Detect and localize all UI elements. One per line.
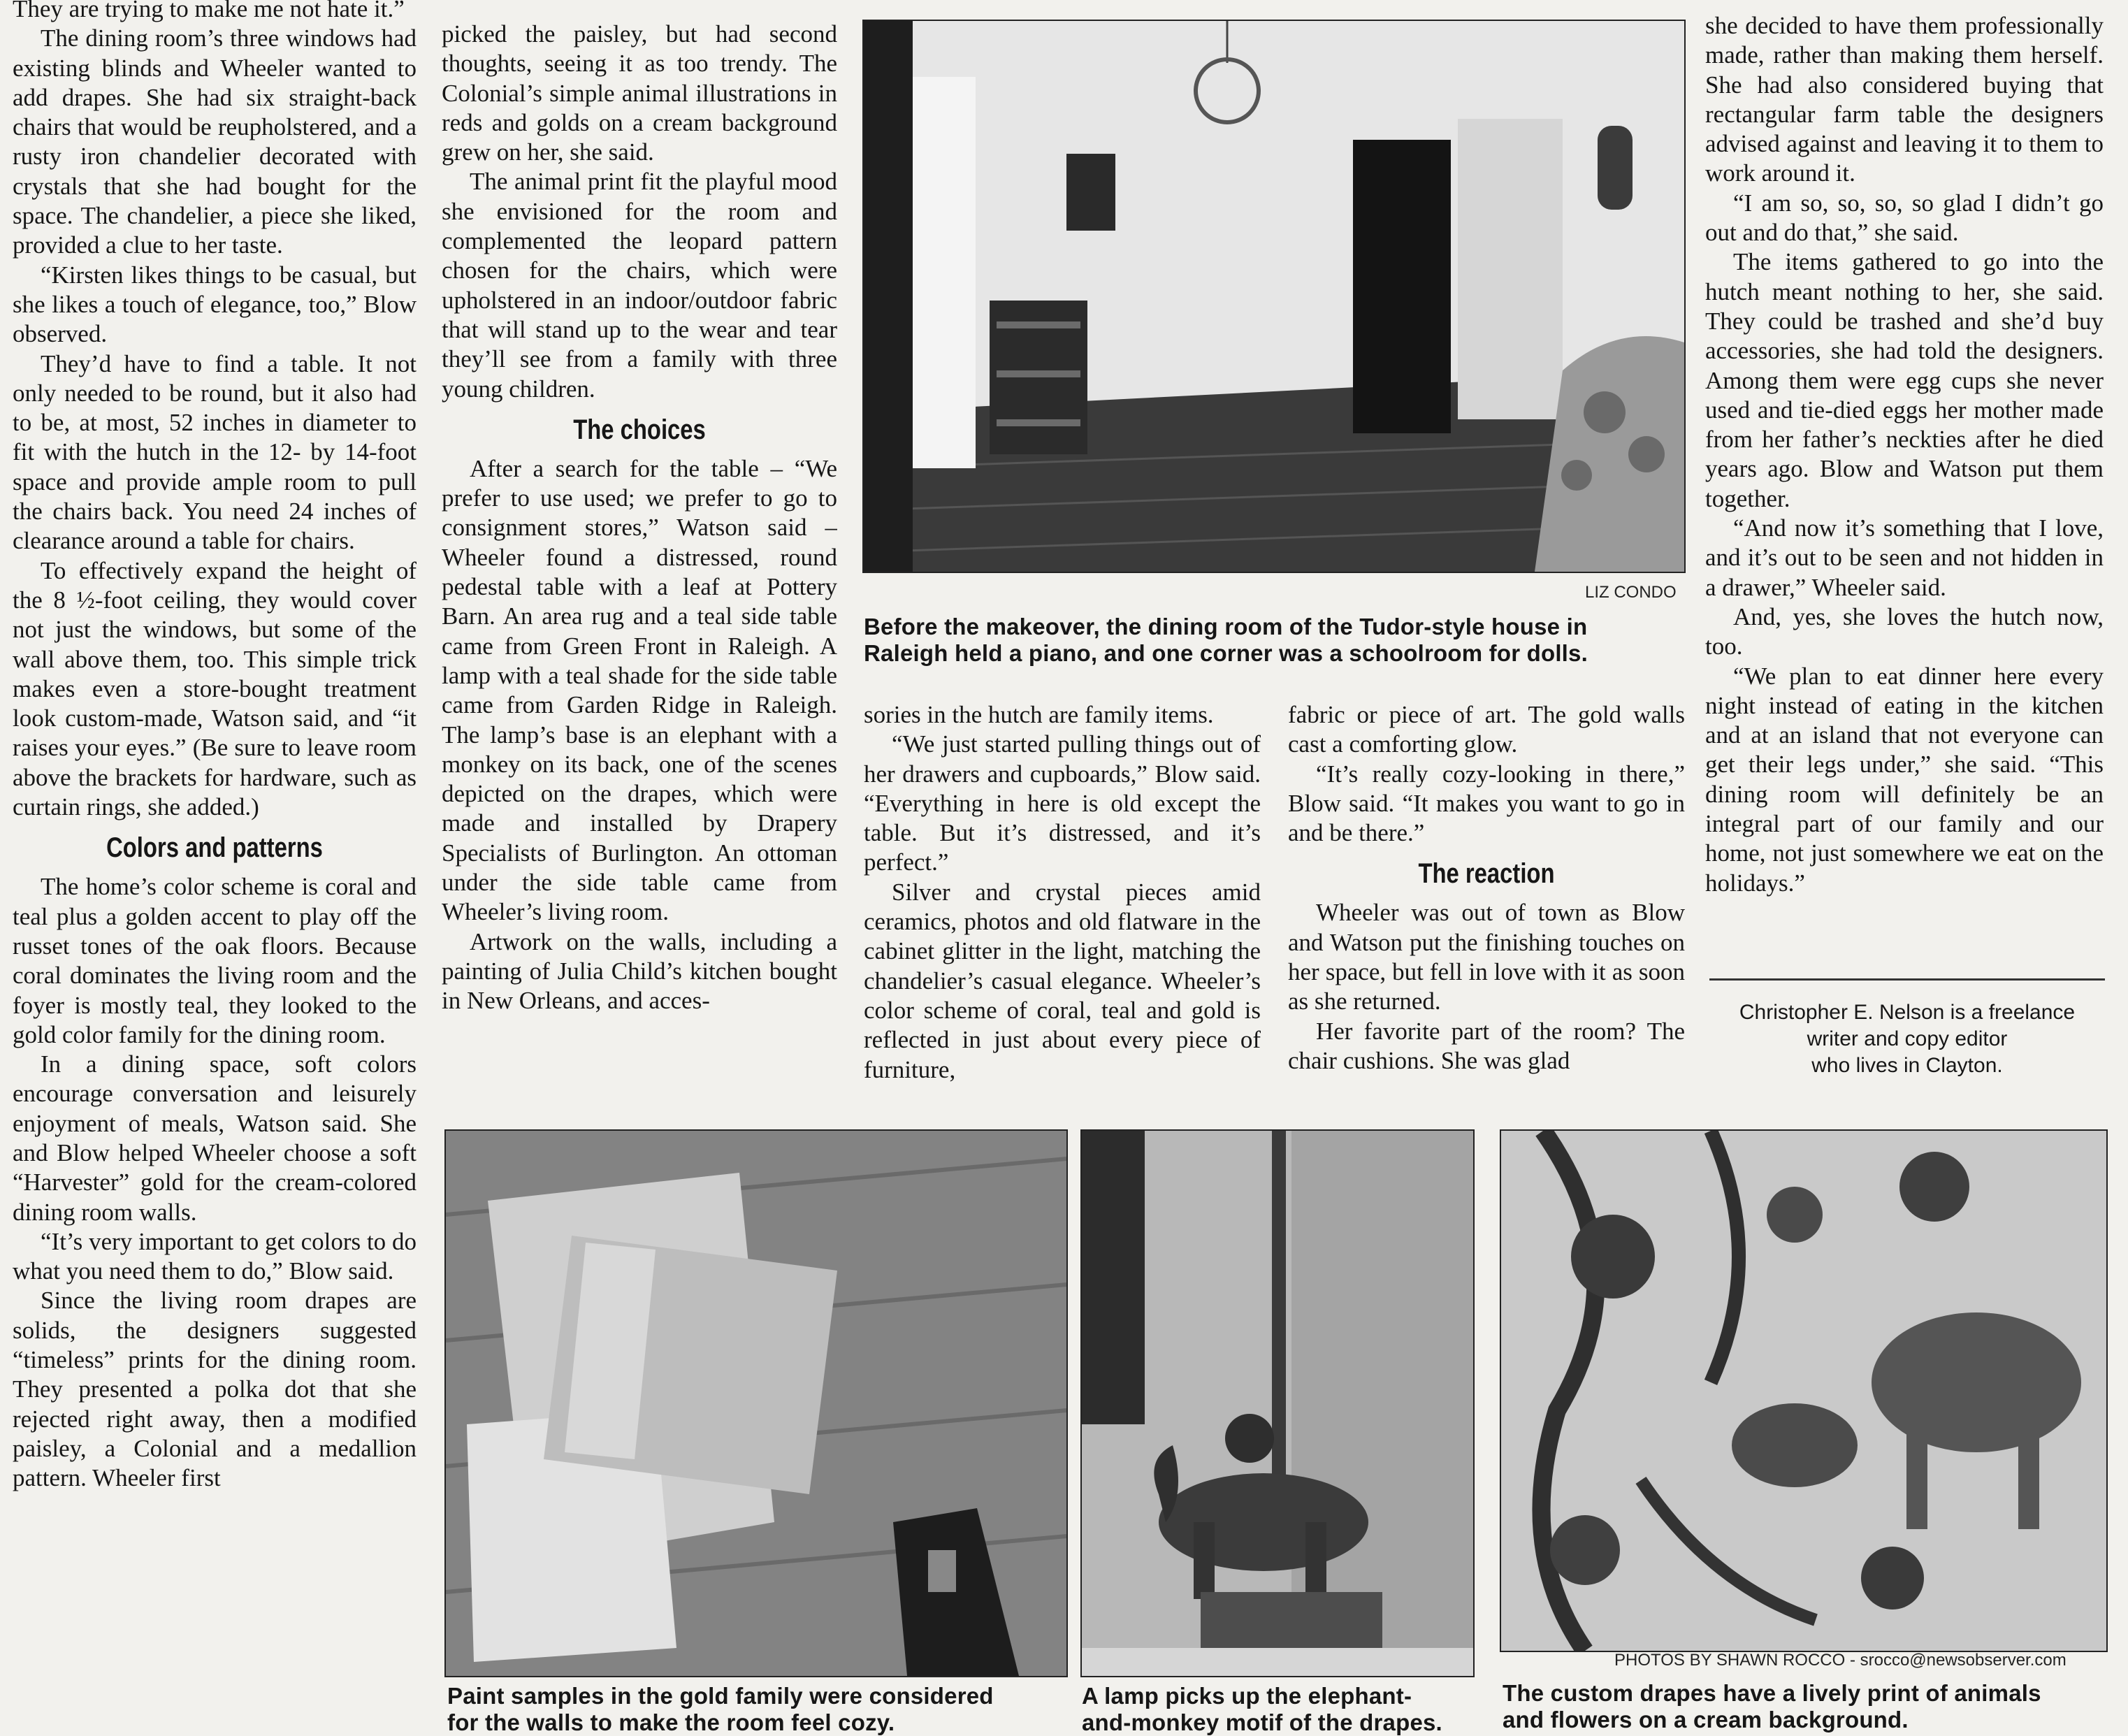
paragraph: “I am so, so, so, so glad I didn’t go out and do that,” she said. [1705, 189, 2104, 247]
paragraph: The dining room’s three windows had existing blinds and Wheeler wanted to add drapes. She had six straight-back chairs that would be reupholstered, and a rusty iron chandelier decorated with crystals that she had bought for the space. The chandelier, a piece she liked, provided a clue to her taste. [13, 24, 417, 259]
caption-line: Paint samples in the gold family were considered [447, 1683, 994, 1709]
paragraph: After a search for the table – “We prefer to use used; we prefer to go to consignment stores,” Watson said – Wheeler found a distressed, round pedestal table with a leaf at Pottery Barn. An area rug and a teal side table came from Green Front in Raleigh. A lamp with a teal shade for the side table came from Garden Ridge in Raleigh. The lamp’s base is an elephant with a monkey on its back, one of the scenes depicted on the drapes, which were made and installed by Drapery Specialists of Burlington. An ottoman under the side table came from Wheeler’s living room. [442, 454, 837, 926]
article-column-2 [442, 20, 837, 1101]
caption-line: Before the makeover, the dining room of the Tudor-style house in [864, 614, 1588, 639]
paragraph: Silver and crystal pieces amid ceramics, photos and old flatware in the cabinet glitter in the light, matching the chandelier’s casual elegance. Wheeler’s color scheme of coral, teal and gold is reflected in just about every piece of furniture, [864, 878, 1261, 1083]
paragraph: They are trying to make me not hate it.” [13, 0, 405, 22]
section-heading-the-choices: The choices [573, 414, 706, 445]
paragraph: The items gathered to go into the hutch meant nothing to her, she said. They could be trashed and she’d buy accessories, she had told the designers. Among them were egg cups she never used and tie-died eggs her mother made from her father’s neckties after he died years ago. Blow and Watson put them together. [1705, 248, 2104, 512]
paragraph: In a dining space, soft colors encourage conversation and leisurely enjoyment of meals, Watson said. She and Blow helped Wheeler choose a soft “Harvester” gold for the cream-colored dining room walls. [13, 1050, 417, 1226]
paragraph: The animal print fit the playful mood she envisioned for the room and complemented the leopard pattern chosen for the chairs, which were upholstered in an indoor/outdoor fabric that will stand up to the wear and tear they’ll see from a family with three young children. [442, 168, 837, 403]
byline-line: Christopher E. Nelson is a freelance [1739, 1001, 2076, 1024]
paragraph: picked the paisley, but had second thoughts, seeing it as too trendy. The Colonial’s simple animal illustrations in reds and golds on a cream background grew on her, she said. [442, 20, 837, 166]
caption-line: A lamp picks up the elephant- [1082, 1683, 1412, 1709]
elephant-lamp-photo [1080, 1129, 1475, 1677]
paragraph: sories in the hutch are family items. [864, 701, 1214, 728]
caption-line: The custom drapes have a lively print of animals [1503, 1680, 2041, 1706]
paragraph: Her favorite part of the room? The chair cushions. She was glad [1288, 1017, 1685, 1074]
paint-samples-photo [444, 1129, 1068, 1677]
photo-credit-liz-condo: LIZ CONDO [1585, 583, 1677, 602]
paragraph: “Kirsten likes things to be casual, but she likes a touch of elegance, too,” Blow observed. [13, 261, 417, 348]
photo-caption-drapes [1503, 1680, 2118, 1733]
paragraph: The home’s color scheme is coral and teal plus a golden accent to play off the russet tones of the oak floors. Because coral dominates the living room and the foyer is mostly teal, they looked to the gold color family for the dining room. [13, 873, 417, 1048]
paragraph: she decided to have them professionally made, rather than making them herself. She had also considered buying that rectangular farm table the designers advised against and leaving it to them to work around it. [1705, 12, 2104, 187]
section-heading-colors-and-patterns: Colors and patterns [106, 832, 323, 864]
photo-caption-before [864, 614, 1688, 667]
byline-line: who lives in Clayton. [1811, 1054, 2003, 1077]
article-column-1 [13, 0, 417, 1734]
paragraph: “We just started pulling things out of her drawers and cupboards,” Blow said. “Everything in here is old except the table. But it’s distressed, and it’s perfect.” [864, 730, 1261, 876]
caption-line: and flowers on a cream background. [1503, 1707, 1909, 1733]
paragraph: Artwork on the walls, including a painting of Julia Child’s kitchen bought in New Orleans, and acces- [442, 927, 837, 1015]
paragraph: They’d have to find a table. It not only needed to be round, but it also had to be, at most, 52 inches in diameter to fit with the hutch in the 12- by 14-foot space and provide ample room to pull the chairs back. You need 24 inches of clearance around a table for chairs. [13, 349, 417, 555]
photo-caption-lamp [1082, 1683, 1480, 1736]
caption-line: for the walls to make the room feel cozy. [447, 1709, 895, 1735]
byline-divider [1709, 978, 2105, 981]
paragraph: “We plan to eat dinner here every night instead of eating in the kitchen and at an island that not everyone can get their legs under,” she said. “This dining room will definitely be an integral part of our family and our home, not just somewhere we eat on the holidays.” [1705, 662, 2104, 897]
dining-room-before-photo [862, 20, 1686, 573]
author-byline [1709, 999, 2105, 1079]
article-column-5 [1705, 11, 2104, 969]
photo-caption-paint-samples [447, 1683, 1069, 1736]
paragraph: fabric or piece of art. The gold walls cast a comforting glow. [1288, 701, 1685, 758]
article-column-4 [1288, 700, 1685, 1101]
caption-line: and-monkey motif of the drapes. [1082, 1709, 1442, 1735]
paragraph: “And now it’s something that I love, and it’s out to be seen and not hidden in a drawer,” Wheeler said. [1705, 514, 2104, 601]
paragraph: And, yes, she loves the hutch now, too. [1705, 602, 2104, 660]
section-heading-the-reaction: The reaction [1418, 858, 1555, 890]
photo-credit-shawn-rocco: PHOTOS BY SHAWN ROCCO - srocco@newsobserver.com [1614, 1651, 2067, 1670]
paragraph: To effectively expand the height of the 8 ½-foot ceiling, they would cover not just the windows, but some of the wall above them, too. This simple trick makes even a store-bought treatment look custom-made, Watson said, and “it raises your eyes.” (Be sure to leave room above the brackets for hardware, such as curtain rings, she added.) [13, 556, 417, 821]
custom-drapes-photo [1500, 1129, 2108, 1652]
paragraph: “It’s very important to get colors to do what you need them to do,” Blow said. [13, 1227, 417, 1285]
paragraph: “It’s really cozy-looking in there,” Blow said. “It makes you want to go in and be there.” [1288, 760, 1685, 847]
paragraph: Since the living room drapes are solids, the designers suggested “timeless” prints for the dining room. They presented a polka dot that she rejected right away, then a modified paisley, a Colonial and a medallion pattern. Wheeler first [13, 1287, 417, 1492]
caption-line: Raleigh held a piano, and one corner was a schoolroom for dolls. [864, 640, 1588, 666]
article-column-3 [864, 700, 1261, 1101]
byline-line: writer and copy editor [1807, 1027, 2008, 1050]
paragraph: Wheeler was out of town as Blow and Watson put the finishing touches on her space, but fell in love with it as soon as she returned. [1288, 899, 1685, 1015]
